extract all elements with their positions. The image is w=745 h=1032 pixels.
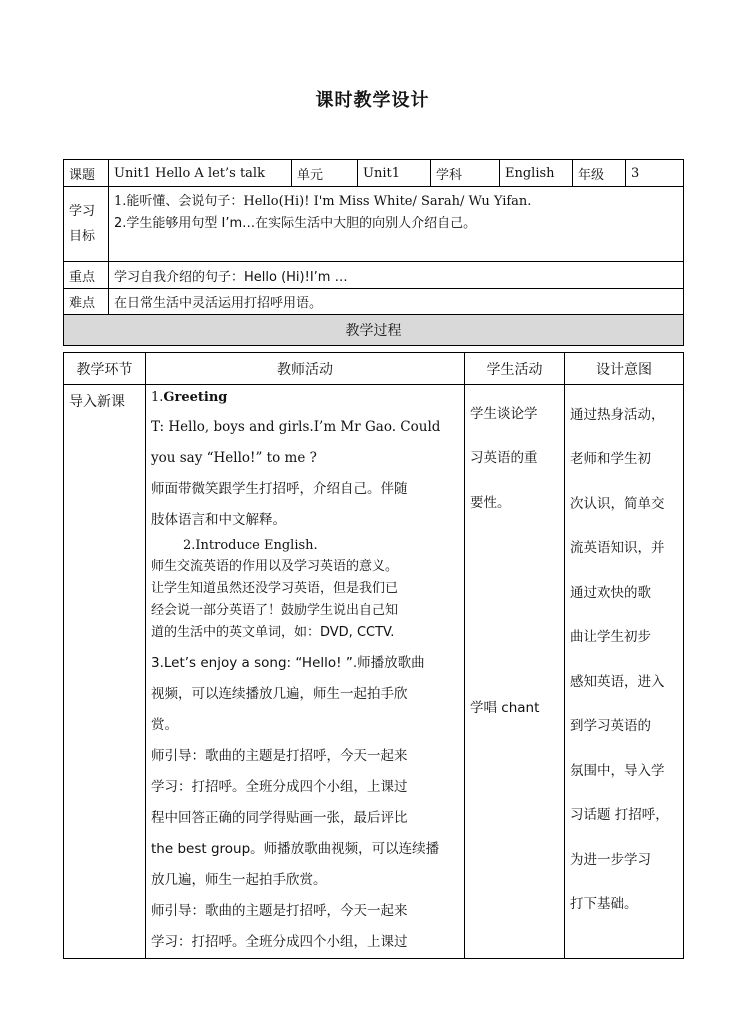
focus-row bbox=[64, 262, 684, 289]
course-label: 学科 bbox=[431, 160, 500, 187]
intent-line-6: 曲让学生初步 bbox=[570, 629, 651, 645]
intent-line-4: 流英语知识，并 bbox=[570, 540, 665, 556]
process-header-row bbox=[64, 315, 684, 346]
objective-2: 2.学生能够用句型 I’m…在实际生活中大胆的向别人介绍自己。 bbox=[114, 216, 477, 231]
intent-line-11: 为进一步学习 bbox=[570, 851, 651, 868]
objectives-row bbox=[64, 187, 684, 262]
guide-1-line-5: 放几遍，师生一起拍手欣赏。 bbox=[151, 872, 327, 888]
col-intent-header: 设计意图 bbox=[565, 353, 684, 385]
guide-2-line-2: 学习：打招呼。全班分成四个小组，上课过 bbox=[151, 934, 408, 950]
para-2-line-2: 让学生知道虽然还没学习英语，但是我们已 bbox=[151, 581, 399, 596]
student-activity-1-line-1: 学生谈论学 bbox=[470, 405, 538, 422]
objectives-label-line-2: 目标 bbox=[69, 229, 96, 244]
objectives-content bbox=[109, 187, 684, 262]
objective-1: 1.能听懂、会说句子：Hello(Hi)! I'm Miss White/ Sarah/ Wu Yifan. bbox=[114, 194, 532, 209]
student-activity-1-line-3: 要性。 bbox=[470, 494, 511, 511]
intent-line-3: 次认识，简单交 bbox=[570, 495, 665, 512]
guide-1-line-1: 师引导：歌曲的主题是打招呼，今天一起来 bbox=[151, 748, 408, 764]
student-activity bbox=[465, 385, 565, 959]
guide-1-line-4: the best group。师播放歌曲视频，可以连续播 bbox=[151, 841, 440, 857]
objectives-label-line-1: 学习 bbox=[69, 204, 96, 219]
para-2-line-1: 师生交流英语的作用以及学习英语的意义。 bbox=[151, 559, 399, 574]
info-row bbox=[64, 160, 684, 187]
step-1-title: Greeting bbox=[163, 390, 228, 405]
process-table bbox=[63, 352, 684, 959]
col-stage-header: 教学环节 bbox=[64, 353, 146, 385]
teacher-activity bbox=[146, 385, 465, 959]
page-title: 课时教学设计 bbox=[315, 90, 430, 111]
difficulty-label: 难点 bbox=[64, 289, 109, 315]
para-2-line-4: 道的生活中的英文单词，如：DVD, CCTV. bbox=[151, 625, 395, 640]
intent-line-5: 通过欢快的歌 bbox=[570, 584, 651, 601]
process-columns-row bbox=[64, 353, 684, 385]
stage-label: 导入新课 bbox=[64, 385, 146, 959]
teacher-dialog-1: T: Hello, boys and girls.I’m Mr Gao. Could bbox=[151, 419, 441, 435]
para-1-line-1: 师面带微笑跟学生打招呼，介绍自己。伴随 bbox=[151, 481, 408, 497]
para-1-line-2: 肢体语言和中文解释。 bbox=[151, 512, 286, 528]
intent-line-10: 习话题 打招呼， bbox=[570, 807, 669, 823]
intent-line-7: 感知英语，进入 bbox=[570, 673, 665, 690]
difficulty-row bbox=[64, 289, 684, 315]
intent-line-12: 打下基础。 bbox=[570, 896, 638, 912]
intent-line-1: 通过热身活动， bbox=[570, 406, 665, 423]
col-student-header: 学生活动 bbox=[465, 353, 565, 385]
col-teacher-header: 教师活动 bbox=[146, 353, 465, 385]
objectives-label bbox=[64, 187, 109, 262]
intent-line-8: 到学习英语的 bbox=[570, 718, 651, 734]
subject-value: Unit1 Hello A let’s talk bbox=[109, 160, 292, 187]
unit-value: Unit1 bbox=[358, 160, 431, 187]
focus-value: 学习自我介绍的句子：Hello (Hi)!I’m … bbox=[109, 262, 684, 289]
intent-line-2: 老师和学生初 bbox=[570, 451, 651, 467]
guide-2-line-1: 师引导：歌曲的主题是打招呼，今天一起来 bbox=[151, 903, 408, 919]
step-3-line-3: 赏。 bbox=[151, 717, 178, 733]
para-2-line-3: 经会说一部分英语了！鼓励学生说出自己知 bbox=[151, 603, 399, 618]
subject-label: 课题 bbox=[64, 160, 109, 187]
grade-value: 3 bbox=[626, 160, 684, 187]
guide-1-line-3: 程中回答正确的同学得贴画一张，最后评比 bbox=[151, 810, 408, 826]
student-activity-1-line-2: 习英语的重 bbox=[470, 450, 538, 466]
difficulty-value: 在日常生活中灵活运用打招呼用语。 bbox=[109, 289, 684, 315]
focus-label: 重点 bbox=[64, 262, 109, 289]
step-1-heading bbox=[151, 387, 459, 409]
teacher-dialog-2: you say “Hello!” to me ? bbox=[151, 450, 317, 466]
course-value: English bbox=[500, 160, 573, 187]
grade-label: 年级 bbox=[573, 160, 626, 187]
step-2-heading: 2.Introduce English. bbox=[183, 538, 318, 553]
design-intent bbox=[565, 385, 684, 959]
step-1-number: 1. bbox=[151, 390, 164, 405]
unit-label: 单元 bbox=[292, 160, 358, 187]
guide-1-line-2: 学习：打招呼。全班分成四个小组，上课过 bbox=[151, 779, 408, 795]
intent-line-9: 氛围中，导入学 bbox=[570, 762, 665, 779]
intro-stage-row bbox=[64, 385, 684, 959]
step-3-line-1: 3.Let’s enjoy a song: “Hello! ”.师播放歌曲 bbox=[151, 655, 425, 671]
lesson-plan-table bbox=[63, 159, 684, 346]
student-activity-2: 学唱 chant bbox=[470, 700, 540, 716]
process-header: 教学过程 bbox=[64, 315, 684, 346]
step-3-line-2: 视频，可以连续播放几遍，师生一起拍手欣 bbox=[151, 686, 408, 702]
